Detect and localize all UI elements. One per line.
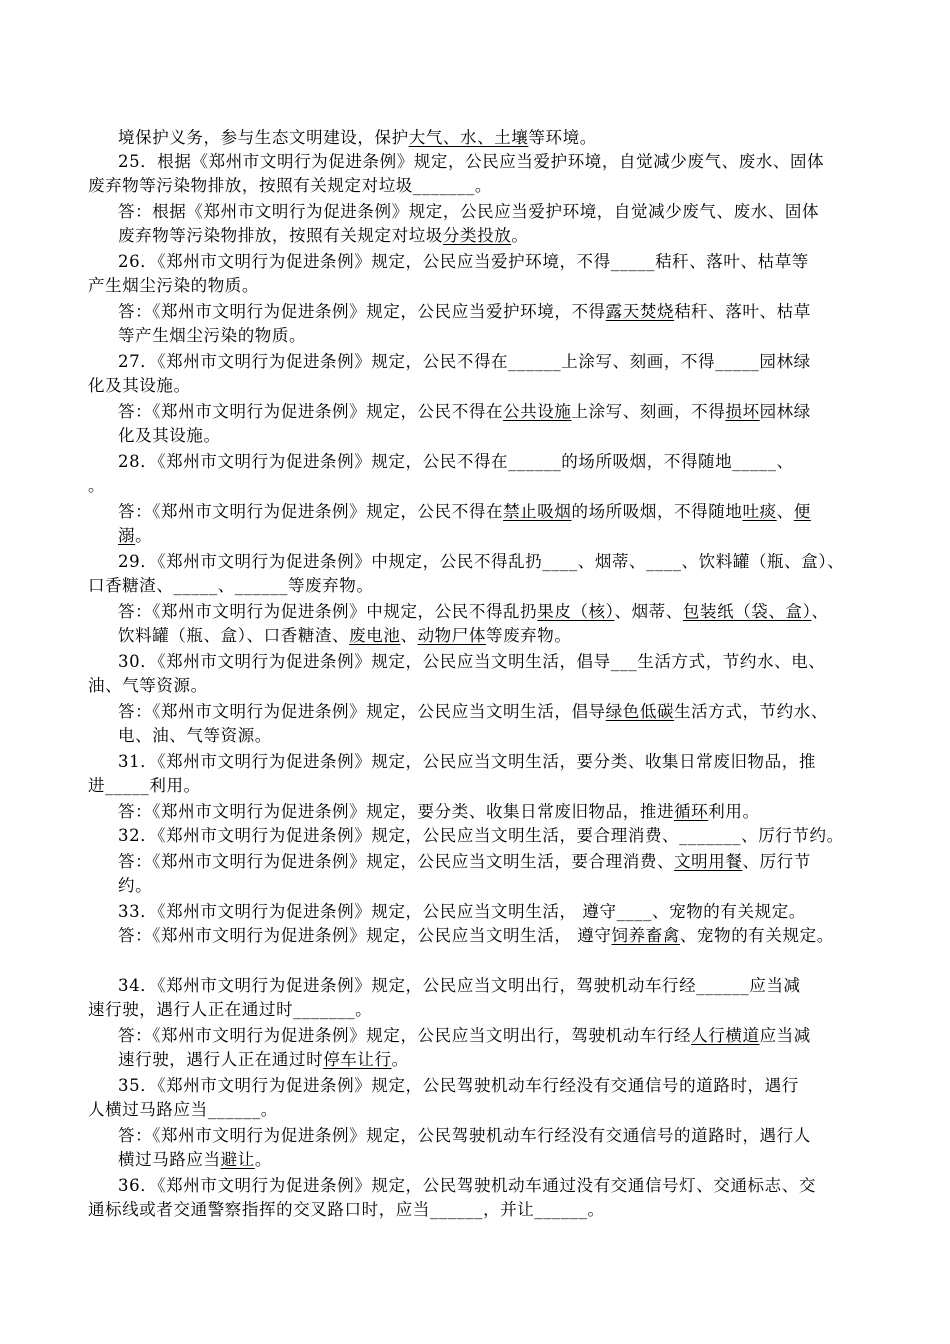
text-segment: 油、气等资源。 [88,676,208,695]
text-segment: 31．《郑州市文明行为促进条例》规定，公民应当文明生活，要分类、收集日常废旧物品，推 [118,752,816,771]
text-segment: 答：《郑州市文明行为促进条例》规定，公民应当文明出行，驾驶机动车行经 [118,1026,692,1045]
text-line [118,874,152,898]
text-segment: 等产生烟尘污染的物质。 [118,326,307,345]
text-segment: 、宠物的有关规定。 [679,926,834,945]
text-segment: 生活方式，节约水、 [674,702,828,721]
text-segment: 答：根据《郑州市文明行为促进条例》规定，公民应当爱护环境，自觉减少废气、废水、固体 [118,202,820,221]
text-line [118,1048,409,1072]
text-segment: 境保护义务，参与生态文明建设，保护 [118,128,409,147]
text-line [118,1024,811,1048]
answer-text: 绿色低碳 [605,702,675,721]
text-line [118,1148,272,1172]
text-line [118,750,816,774]
text-segment: 、 [811,602,829,621]
answer-text: 大气、水、土壤 [408,128,529,147]
text-segment: 27．《郑州市文明行为促进条例》规定，公民不得在______上涂写、刻画，不得_____园林绿 [118,352,811,371]
text-segment: 电、油、气等资源。 [118,726,272,745]
text-segment: 废弃物等污染物排放，按照有关规定对垃圾 [118,226,443,245]
text-line [88,174,492,198]
text-segment: 答：《郑州市文明行为促进条例》规定，要分类、收集日常废旧物品，推进 [118,802,675,821]
text-line [118,1174,816,1198]
text-segment: 利用。 [708,802,760,821]
answer-text: 动物尸体 [417,626,486,645]
text-line [88,774,201,798]
text-segment: 29．《郑州市文明行为促进条例》中规定，公民不得乱扔____、烟蒂、____、饮料罐（瓶、盒）、 [118,552,845,571]
text-segment: 答：《郑州市文明行为促进条例》中规定，公民不得乱扔 [118,602,538,621]
text-segment: 速行驶，遇行人正在通过时 [118,1050,324,1069]
text-line [118,550,844,574]
text-segment: 。 [391,1050,409,1069]
text-line [118,400,811,424]
text-line [118,200,819,224]
text-line [88,274,259,298]
text-line [88,674,208,698]
text-segment: 等废弃物。 [485,626,572,645]
answer-text: 停车让行 [323,1050,392,1069]
text-segment: 秸秆、落叶、枯草 [674,302,811,321]
text-segment: 。 [511,226,529,245]
answer-text: 循环 [674,802,709,821]
text-line [118,424,221,448]
text-line [118,224,528,248]
text-segment: 26．《郑州市文明行为促进条例》规定，公民应当爱护环境，不得_____秸秆、落叶、枯草等 [118,252,809,271]
text-line [88,1198,605,1222]
answer-text: 溺 [118,526,136,545]
text-segment: 口香糖渣、_____、______等废弃物。 [88,576,374,595]
text-line [118,850,811,874]
text-line [118,600,829,624]
answer-text: 饲养畜禽 [611,926,680,945]
text-segment: 答：《郑州市文明行为促进条例》规定，公民应当文明生活，倡导 [118,702,606,721]
text-line [118,450,794,474]
answer-text: 禁止吸烟 [503,502,572,521]
text-segment: 、 [776,502,794,521]
text-line [88,574,373,598]
text-segment: 人横过马路应当______。 [88,1100,278,1119]
text-segment: 25．根据《郑州市文明行为促进条例》规定，公民应当爱护环境，自觉减少废气、废水、固体 [118,152,825,171]
text-segment: 35．《郑州市文明行为促进条例》规定，公民驾驶机动车行经没有交通信号的道路时，遇行 [118,1076,799,1095]
text-line [118,500,811,524]
text-segment: 36．《郑州市文明行为促进条例》规定，公民驾驶机动车通过没有交通信号灯、交通标志、交 [118,1176,816,1195]
text-segment: 约。 [118,876,153,895]
text-segment: 。 [254,1150,272,1169]
text-line [88,474,105,498]
answer-text: 废电池 [349,626,401,645]
text-segment: 。 [135,526,153,545]
text-segment: 应当减 [759,1026,811,1045]
text-segment: 、 [400,626,418,645]
text-segment: 、烟蒂、 [614,602,683,621]
answer-text: 文明用餐 [674,852,743,871]
text-segment: 产生烟尘污染的物质。 [88,276,259,295]
text-segment: 速行驶，遇行人正在通过时_______。 [88,1000,373,1019]
text-line [118,250,809,274]
text-line [118,150,824,174]
text-segment: 、厉行节 [742,852,811,871]
text-segment: 30．《郑州市文明行为促进条例》规定，公民应当文明生活，倡导___生活方式，节约水、电、 [118,652,826,671]
text-line [88,998,372,1022]
text-line [118,524,152,548]
text-line [118,800,760,824]
text-line [118,824,844,848]
text-segment: 化及其设施。 [118,426,221,445]
text-segment: 化及其设施。 [88,376,191,395]
text-line [88,1098,278,1122]
text-line [118,700,828,724]
answer-text: 公共设施 [503,402,572,421]
text-segment: 答：《郑州市文明行为促进条例》规定，公民应当文明生活，要合理消费、 [118,852,675,871]
text-segment: 废弃物等污染物排放，按照有关规定对垃圾_______。 [88,176,492,195]
text-segment: 答：《郑州市文明行为促进条例》规定，公民不得在 [118,502,504,521]
text-segment: 32．《郑州市文明行为促进条例》规定，公民应当文明生活，要合理消费、_______、厉行节约。 [118,826,844,845]
answer-text: 果皮（核） [537,602,615,621]
answer-text: 避让 [220,1150,255,1169]
text-line [118,650,825,674]
text-segment: 答：《郑州市文明行为促进条例》规定，公民不得在 [118,402,504,421]
text-segment: 通标线或者交通警察指挥的交叉路口时，应当______，并让______。 [88,1200,605,1219]
text-segment: 园林绿 [759,402,811,421]
text-line [118,126,597,150]
text-segment: 的场所吸烟，不得随地 [571,502,743,521]
text-line [118,324,306,348]
text-line [118,300,811,324]
answer-text: 吐痰 [742,502,777,521]
text-line [118,350,811,374]
text-segment: 进_____利用。 [88,776,201,795]
text-line [118,724,272,748]
text-line [118,1124,811,1148]
answer-text: 人行横道 [691,1026,760,1045]
answer-text: 便 [793,502,811,521]
text-segment: 。 [88,476,106,495]
text-segment: 33．《郑州市文明行为促进条例》规定，公民应当文明生活， 遵守____、宠物的有关规定。 [118,902,806,921]
text-segment: 上涂写、刻画，不得 [571,402,726,421]
text-line [118,1074,799,1098]
text-segment: 答：《郑州市文明行为促进条例》规定，公民应当文明生活， 遵守 [118,926,612,945]
text-line [118,900,806,924]
answer-text: 分类投放 [442,226,512,245]
text-segment: 28．《郑州市文明行为促进条例》规定，公民不得在______的场所吸烟，不得随地_____、 [118,452,794,471]
text-line [118,924,834,948]
text-segment: 答：《郑州市文明行为促进条例》规定，公民应当爱护环境，不得 [118,302,606,321]
text-line [118,974,801,998]
text-segment: 34．《郑州市文明行为促进条例》规定，公民应当文明出行，驾驶机动车行经______应当减 [118,976,801,995]
answer-text: 包装纸（袋、盒） [682,602,812,621]
text-line [118,624,571,648]
answer-text: 损坏 [725,402,760,421]
text-segment: 横过马路应当 [118,1150,221,1169]
text-segment: 答：《郑州市文明行为促进条例》规定，公民驾驶机动车行经没有交通信号的道路时，遇行人 [118,1126,811,1145]
answer-text: 露天焚烧 [605,302,675,321]
text-segment: 等环境。 [528,128,597,147]
text-segment: 饮料罐（瓶、盒）、口香糖渣、 [118,626,350,645]
text-line [88,374,191,398]
